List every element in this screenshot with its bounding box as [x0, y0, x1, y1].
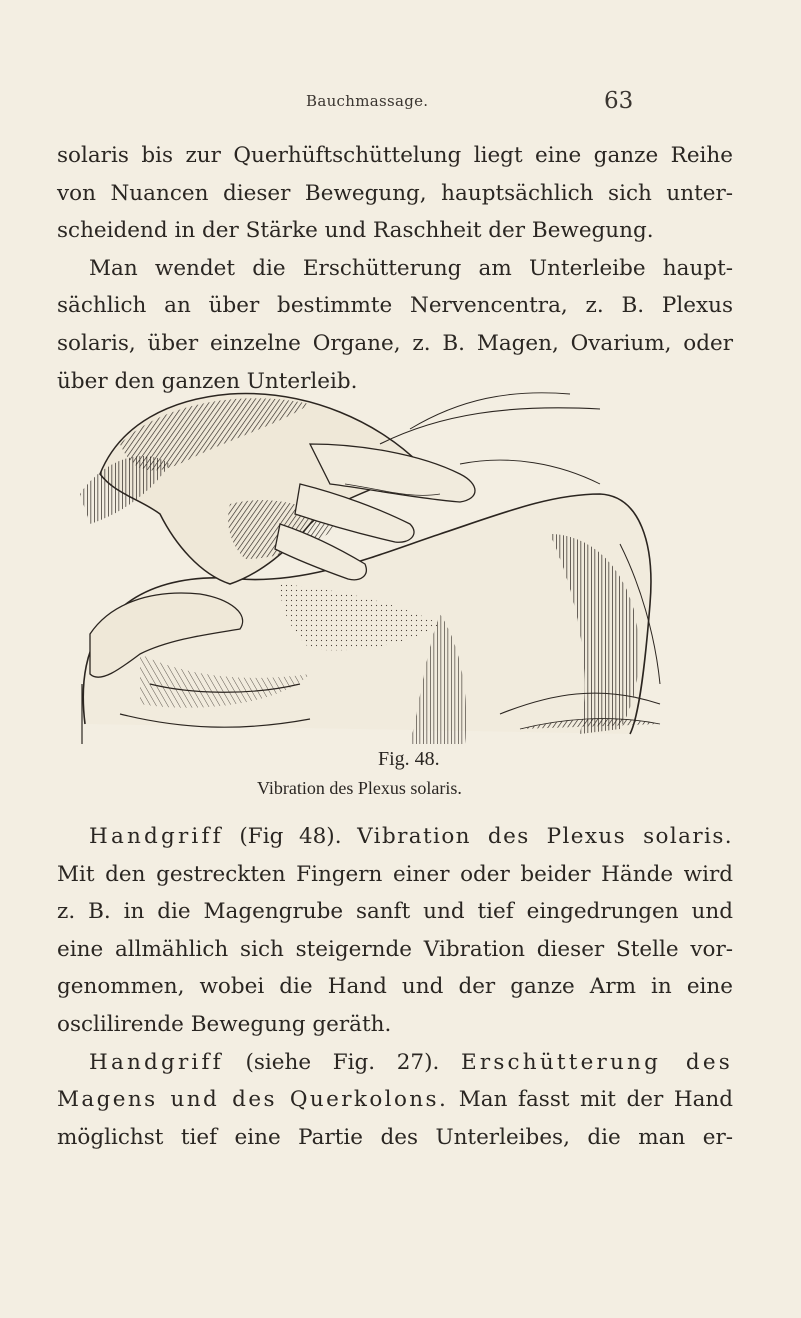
text-line: eine allmählich sich steigernde Vibration dieser Stelle vor- — [57, 936, 733, 962]
spaced-heading: Handgriff — [89, 824, 224, 849]
text-line — [57, 1081, 733, 1119]
text-run: Man fasst mit der Hand — [448, 1087, 733, 1113]
hand-on-abdomen-engraving — [80, 384, 664, 746]
figure-number: Fig. 48. — [378, 748, 440, 770]
running-title: Bauchmassage. — [306, 92, 429, 110]
text-line: von Nuancen dieser Bewegung, hauptsächlich sich unter- — [57, 180, 733, 206]
text-line: solaris bis zur Querhüftschüttelung liegt eine ganze Reihe — [57, 143, 733, 168]
text-line: Man wendet die Erschütterung am Unterleibe haupt- — [89, 255, 733, 281]
text-run: (Fig 48). — [223, 824, 358, 849]
text-line: z. B. in die Magengrube sanft und tief eingedrungen und — [57, 899, 733, 925]
paragraph-bottom — [57, 818, 733, 1156]
text-line — [57, 818, 733, 856]
spaced-heading: Vibration des Plexus solaris. — [357, 824, 733, 849]
text-line: über den ganzen Unterleib. — [57, 368, 358, 394]
text-line — [57, 1044, 733, 1082]
text-line: möglichst tief eine Partie des Unterleibes, die man er- — [57, 1124, 733, 1150]
text-line: genommen, wobei die Hand und der ganze Arm in eine — [57, 974, 733, 1000]
text-line: Mit den gestreckten Fingern einer oder beider Hände wird — [57, 861, 733, 887]
spaced-heading: Handgriff — [89, 1049, 224, 1075]
text-line: solaris, über einzelne Organe, z. B. Magen, Ovarium, oder — [57, 330, 733, 356]
figure-title: Vibration des Plexus solaris. — [257, 778, 462, 798]
running-head — [0, 88, 801, 118]
text-line: scheidend in der Stärke und Raschheit der Bewegung. — [57, 218, 654, 244]
text-line: sächlich an über bestimmte Nervencentra, z. B. Plexus — [57, 293, 733, 319]
text-run: (siehe Fig. 27). — [223, 1049, 461, 1075]
spaced-heading: Erschütterung des — [460, 1049, 733, 1075]
page-number: 63 — [604, 88, 634, 114]
text-line: osclilirende Bewegung geräth. — [57, 1011, 392, 1037]
paragraph-top — [57, 137, 733, 400]
spaced-heading: Magens und des Querkolons. — [57, 1087, 449, 1113]
